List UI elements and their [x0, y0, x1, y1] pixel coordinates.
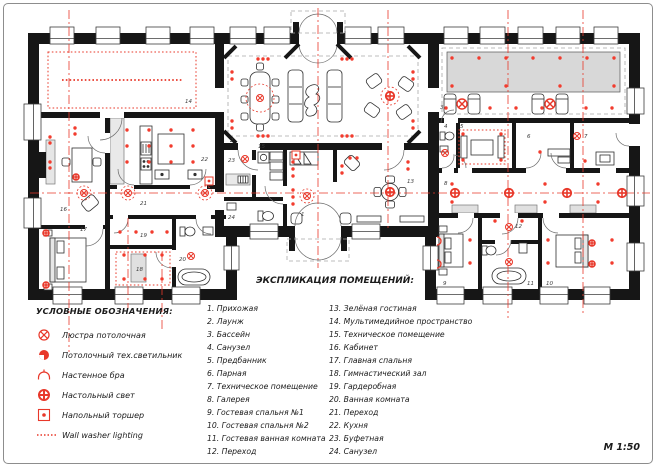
room-number-label: 3 [440, 105, 444, 111]
room-number-label: 2 [230, 138, 234, 144]
floor-lamp-icon [36, 407, 62, 423]
explication-row: 18. Гимнастический зал [329, 369, 427, 378]
room-number-label: 9 [443, 281, 447, 287]
explication-row: 17. Главная спальня [329, 356, 412, 365]
explication-row: 13. Зелёная гостиная [329, 304, 417, 313]
room-number-label: 8 [444, 181, 448, 187]
explication-row: 11. Гостевая ванная комната [207, 434, 326, 443]
explication-row: 16. Кабинет [329, 343, 378, 352]
legend-item-label: Потолочный тех.светильник [62, 350, 183, 360]
explication-row: 15. Техническое помещение [329, 330, 445, 339]
legend-item-label: Напольный торшер [62, 410, 145, 420]
room-number-label: 22 [201, 157, 208, 163]
explication-row: 5. Предбанник [207, 356, 267, 365]
explication-row: 23. Буфетная [329, 434, 384, 443]
room-number-label: 15 [258, 144, 265, 150]
legend-item-label: Настольный свет [62, 390, 135, 400]
explication-row: 24. Санузел [329, 447, 378, 456]
legend-item [36, 345, 216, 365]
explication-row: 14. Мультимедийное пространство [329, 317, 473, 326]
legend-item [36, 385, 216, 405]
explication-row: 19. Гардеробная [329, 382, 397, 391]
room-number-label: 17 [80, 227, 87, 233]
legend-item [36, 425, 216, 445]
ceiling-tech-light-icon [36, 347, 62, 363]
room-number-label: 7 [584, 134, 588, 140]
explication-column-1 [207, 302, 326, 458]
room-number-label: 18 [136, 267, 143, 273]
room-number-label: 13 [407, 179, 414, 185]
explication-row: 21. Переход [329, 408, 379, 417]
room-number-label: 6 [527, 134, 531, 140]
explication-title: ЭКСПЛИКАЦИЯ ПОМЕЩЕНИЙ: [256, 276, 414, 286]
explication-row: 3. Бассейн [207, 330, 250, 339]
explication-row: 1. Прихожая [207, 304, 258, 313]
room-number-label: 20 [179, 257, 186, 263]
room-number-label: 5 [460, 124, 464, 130]
explication-row: 20. Ванная комната [329, 395, 410, 404]
room-number-label: 23 [228, 158, 235, 164]
table-light-icon [36, 387, 62, 403]
explication-column-2 [329, 302, 472, 458]
explication-row: 10. Гостевая спальня №2 [207, 421, 309, 430]
legend-item [36, 325, 216, 345]
explication-row: 7. Техническое помещение [207, 382, 318, 391]
room-number-label: 24 [228, 215, 235, 221]
room-number-label: 14 [185, 99, 192, 105]
room-number-label: 16 [60, 207, 67, 213]
legend-item-label: Настенное бра [62, 370, 125, 380]
explication-row: 6. Парная [207, 369, 247, 378]
room-number-label: 21 [140, 201, 147, 207]
explication-row: 12. Переход [207, 447, 257, 456]
room-number-label: 11 [527, 281, 534, 287]
room-number-label: 10 [546, 281, 553, 287]
explication-row: 9. Гостевая спальня №1 [207, 408, 304, 417]
explication-row: 22. Кухня [329, 421, 368, 430]
legend [36, 306, 216, 445]
legend-item [36, 405, 216, 425]
explication-row: 2. Лаунж [207, 317, 244, 326]
explication-row: 4. Санузел [207, 343, 251, 352]
legend-item [36, 365, 216, 385]
explication-row: 8. Галерея [207, 395, 250, 404]
room-number-label: 4 [444, 124, 448, 130]
wall-sconce-icon [36, 367, 62, 383]
wall-washer-icon [36, 427, 62, 443]
legend-item-label: Wall washer lighting [62, 430, 143, 440]
room-number-label: 12 [515, 224, 522, 230]
ceiling-chandelier-icon [36, 327, 62, 343]
legend-title: УСЛОВНЫЕ ОБОЗНАЧЕНИЯ: [36, 306, 173, 316]
legend-item-label: Люстра потолочная [62, 330, 146, 340]
room-number-label: 1 [301, 212, 305, 218]
room-number-label: 19 [140, 233, 147, 239]
scale-label: M 1:50 [603, 442, 640, 453]
